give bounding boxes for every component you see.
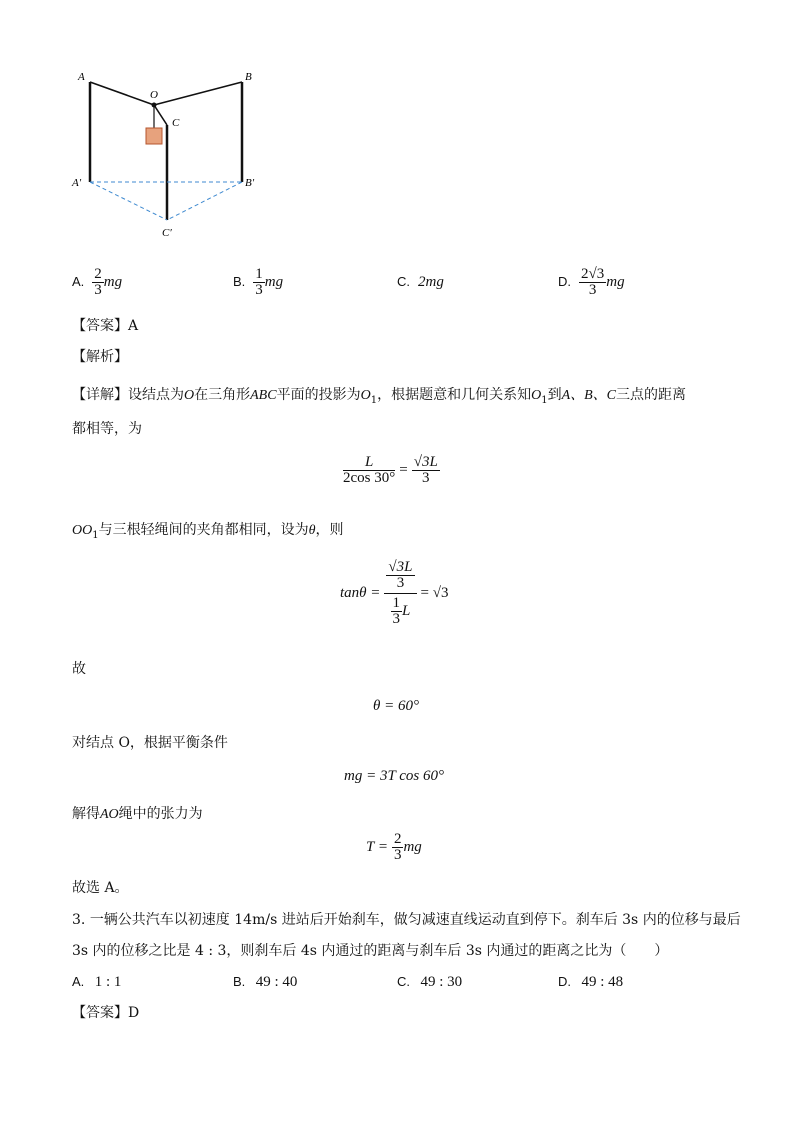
analysis-tag: 【解析】 xyxy=(72,349,128,365)
q3-option-b-value: 49 : 40 xyxy=(255,974,298,990)
mass-block xyxy=(146,128,162,144)
detail-sub-1: 1 xyxy=(370,394,378,406)
q3-text-2: 3s 内的位移之比是 4 : 3，则刹车后 4s 内通过的距离与刹车后 3s 内通过的距离之比为（ ） xyxy=(72,943,669,959)
eq5-lhs: T = xyxy=(366,839,388,855)
detail-sub-3: 1 xyxy=(92,529,99,541)
option-b-fraction xyxy=(253,267,265,298)
label-B: B xyxy=(245,71,252,83)
q3-option-a xyxy=(72,972,121,992)
eq4-text: mg = 3T cos 60° xyxy=(344,768,445,784)
answer-value: A xyxy=(128,318,139,334)
rope-AO xyxy=(90,82,154,105)
detail-sub-1b: 1 xyxy=(541,394,548,406)
option-b xyxy=(233,262,283,302)
detail-line-3 xyxy=(72,520,344,546)
q3-option-c xyxy=(397,972,462,992)
detail-var-abc: ABC xyxy=(250,388,277,403)
q3-option-c-value: 49 : 30 xyxy=(420,974,463,990)
choose-text: 故选 A。 xyxy=(72,880,129,896)
detail-var-oo: OO xyxy=(72,523,93,538)
equation-1 xyxy=(343,455,440,486)
eq2-n-num: √3L xyxy=(388,559,413,575)
answer3-tag: 【答案】 xyxy=(72,1005,128,1021)
equation-3 xyxy=(373,698,419,715)
answer3-value: D xyxy=(128,1005,140,1021)
detail-text-1e: 到 xyxy=(547,387,562,403)
gu-line xyxy=(72,659,86,679)
detail-text-1f: 三点的距离 xyxy=(616,387,687,403)
option-d-den: 3 xyxy=(588,281,597,298)
rope-CO xyxy=(154,105,167,125)
answer3-line xyxy=(72,1003,139,1023)
option-d-label: D. xyxy=(558,274,571,289)
eq1-den: 2cos 30° xyxy=(343,470,396,486)
detail-line-5 xyxy=(72,804,203,825)
label-A-prime: A′ xyxy=(72,177,82,189)
base-edge-AC xyxy=(90,182,167,220)
gu-text: 故 xyxy=(72,661,86,677)
detail-line-1 xyxy=(72,385,686,411)
option-a xyxy=(72,262,122,302)
analysis-line xyxy=(72,347,128,367)
q3-text-1: 一辆公共汽车以初速度 14m/s 进站后开始刹车，做匀减速直线运动直到停下。刹车后 3s 内的位移与最后 xyxy=(89,912,741,928)
option-a-fraction xyxy=(92,267,104,298)
eq2-numerator xyxy=(384,560,416,594)
label-B-prime: B′ xyxy=(245,177,255,189)
physics-figure xyxy=(60,60,280,250)
label-O: O xyxy=(150,89,158,101)
eq2-inner-num xyxy=(386,560,414,591)
eq1-left-fraction xyxy=(343,455,395,486)
option-a-unit: mg xyxy=(103,274,123,290)
detail-text-5a: 解得 xyxy=(72,806,100,822)
detail-line-2 xyxy=(72,419,142,439)
detail-text-1d: ，根据题意和几何关系知 xyxy=(377,387,532,403)
label-A: A xyxy=(78,71,85,83)
option-c-label: C. xyxy=(397,274,410,289)
knot-O xyxy=(152,103,157,108)
detail-text-1a: 设结点为 xyxy=(128,387,184,403)
detail-var-theta: θ xyxy=(308,523,316,538)
eq3-text: θ = 60° xyxy=(373,698,419,714)
detail-var-ao: AO xyxy=(100,807,119,822)
option-d-num: 2√3 xyxy=(581,265,605,282)
option-b-num: 1 xyxy=(255,265,263,282)
eq2-d-tail: L xyxy=(402,602,411,619)
detail-points: A、B、C xyxy=(561,388,617,403)
q3-option-b-label: B. xyxy=(233,974,246,989)
detail-var-o1-b: O xyxy=(531,388,542,403)
option-b-label: B. xyxy=(233,274,246,289)
detail-text-2: 都相等，为 xyxy=(72,421,142,437)
eq1-equals: = xyxy=(399,462,408,478)
option-b-den: 3 xyxy=(255,281,263,298)
detail-text-1b: 在三角形 xyxy=(194,387,251,403)
label-C-prime: C′ xyxy=(162,227,172,239)
eq2-lhs: tanθ = xyxy=(340,585,381,601)
detail-text-4: 对结点 O，根据平衡条件 xyxy=(72,735,228,751)
option-a-num: 2 xyxy=(94,265,102,282)
q3-option-c-label: C. xyxy=(397,974,410,989)
option-d xyxy=(558,262,625,302)
eq2-d-den: 3 xyxy=(392,611,401,627)
detail-line-4 xyxy=(72,733,228,753)
eq1-rnum: √3L xyxy=(413,454,438,470)
eq5-tail: mg xyxy=(403,839,422,855)
eq1-right-fraction xyxy=(412,455,440,486)
equation-4 xyxy=(344,768,444,785)
q3-option-d-value: 49 : 48 xyxy=(581,974,624,990)
eq2-inner-den xyxy=(391,596,403,627)
detail-var-o: O xyxy=(184,388,195,403)
equation-5 xyxy=(366,832,422,863)
eq2-denominator xyxy=(384,594,416,627)
q3-line-2 xyxy=(72,941,668,961)
q3-option-b xyxy=(233,972,297,992)
eq2-d-num: 1 xyxy=(392,595,401,611)
option-b-unit: mg xyxy=(264,274,284,290)
rope-BO xyxy=(154,82,242,105)
base-edge-BC xyxy=(167,182,242,220)
q3-option-a-value: 1 : 1 xyxy=(94,974,122,990)
choose-line xyxy=(72,878,129,898)
eq1-rden: 3 xyxy=(422,470,430,486)
detail-tag: 【详解】 xyxy=(72,387,128,403)
detail-var-o1: O xyxy=(360,388,371,403)
option-a-den: 3 xyxy=(94,281,102,298)
option-c xyxy=(397,262,444,302)
option-d-fraction xyxy=(579,267,606,298)
answer-line xyxy=(72,316,138,336)
detail-text-1c: 平面的投影为 xyxy=(276,387,361,403)
eq2-big-fraction xyxy=(384,560,416,627)
equation-2 xyxy=(340,560,448,627)
q3-line-1 xyxy=(72,910,741,930)
eq5-num: 2 xyxy=(393,831,402,847)
option-a-label: A. xyxy=(72,274,85,289)
eq2-rhs: = √3 xyxy=(420,585,449,601)
detail-text-3b: 与三根轻绳间的夹角都相同，设为 xyxy=(98,522,309,538)
q3-number: 3. xyxy=(72,912,86,928)
detail-text-5b: 绳中的张力为 xyxy=(118,806,203,822)
detail-text-3c: ，则 xyxy=(315,522,344,538)
q3-option-d xyxy=(558,972,623,992)
option-d-unit: mg xyxy=(606,274,625,290)
q3-option-a-label: A. xyxy=(72,974,85,989)
q3-option-d-label: D. xyxy=(558,974,571,989)
eq2-n-den: 3 xyxy=(396,575,405,591)
eq5-fraction xyxy=(392,832,404,863)
answer-tag: 【答案】 xyxy=(72,318,128,334)
eq1-num: L xyxy=(343,455,395,471)
eq5-den: 3 xyxy=(393,847,402,863)
label-C: C xyxy=(172,117,180,129)
option-c-value: 2mg xyxy=(418,274,444,290)
